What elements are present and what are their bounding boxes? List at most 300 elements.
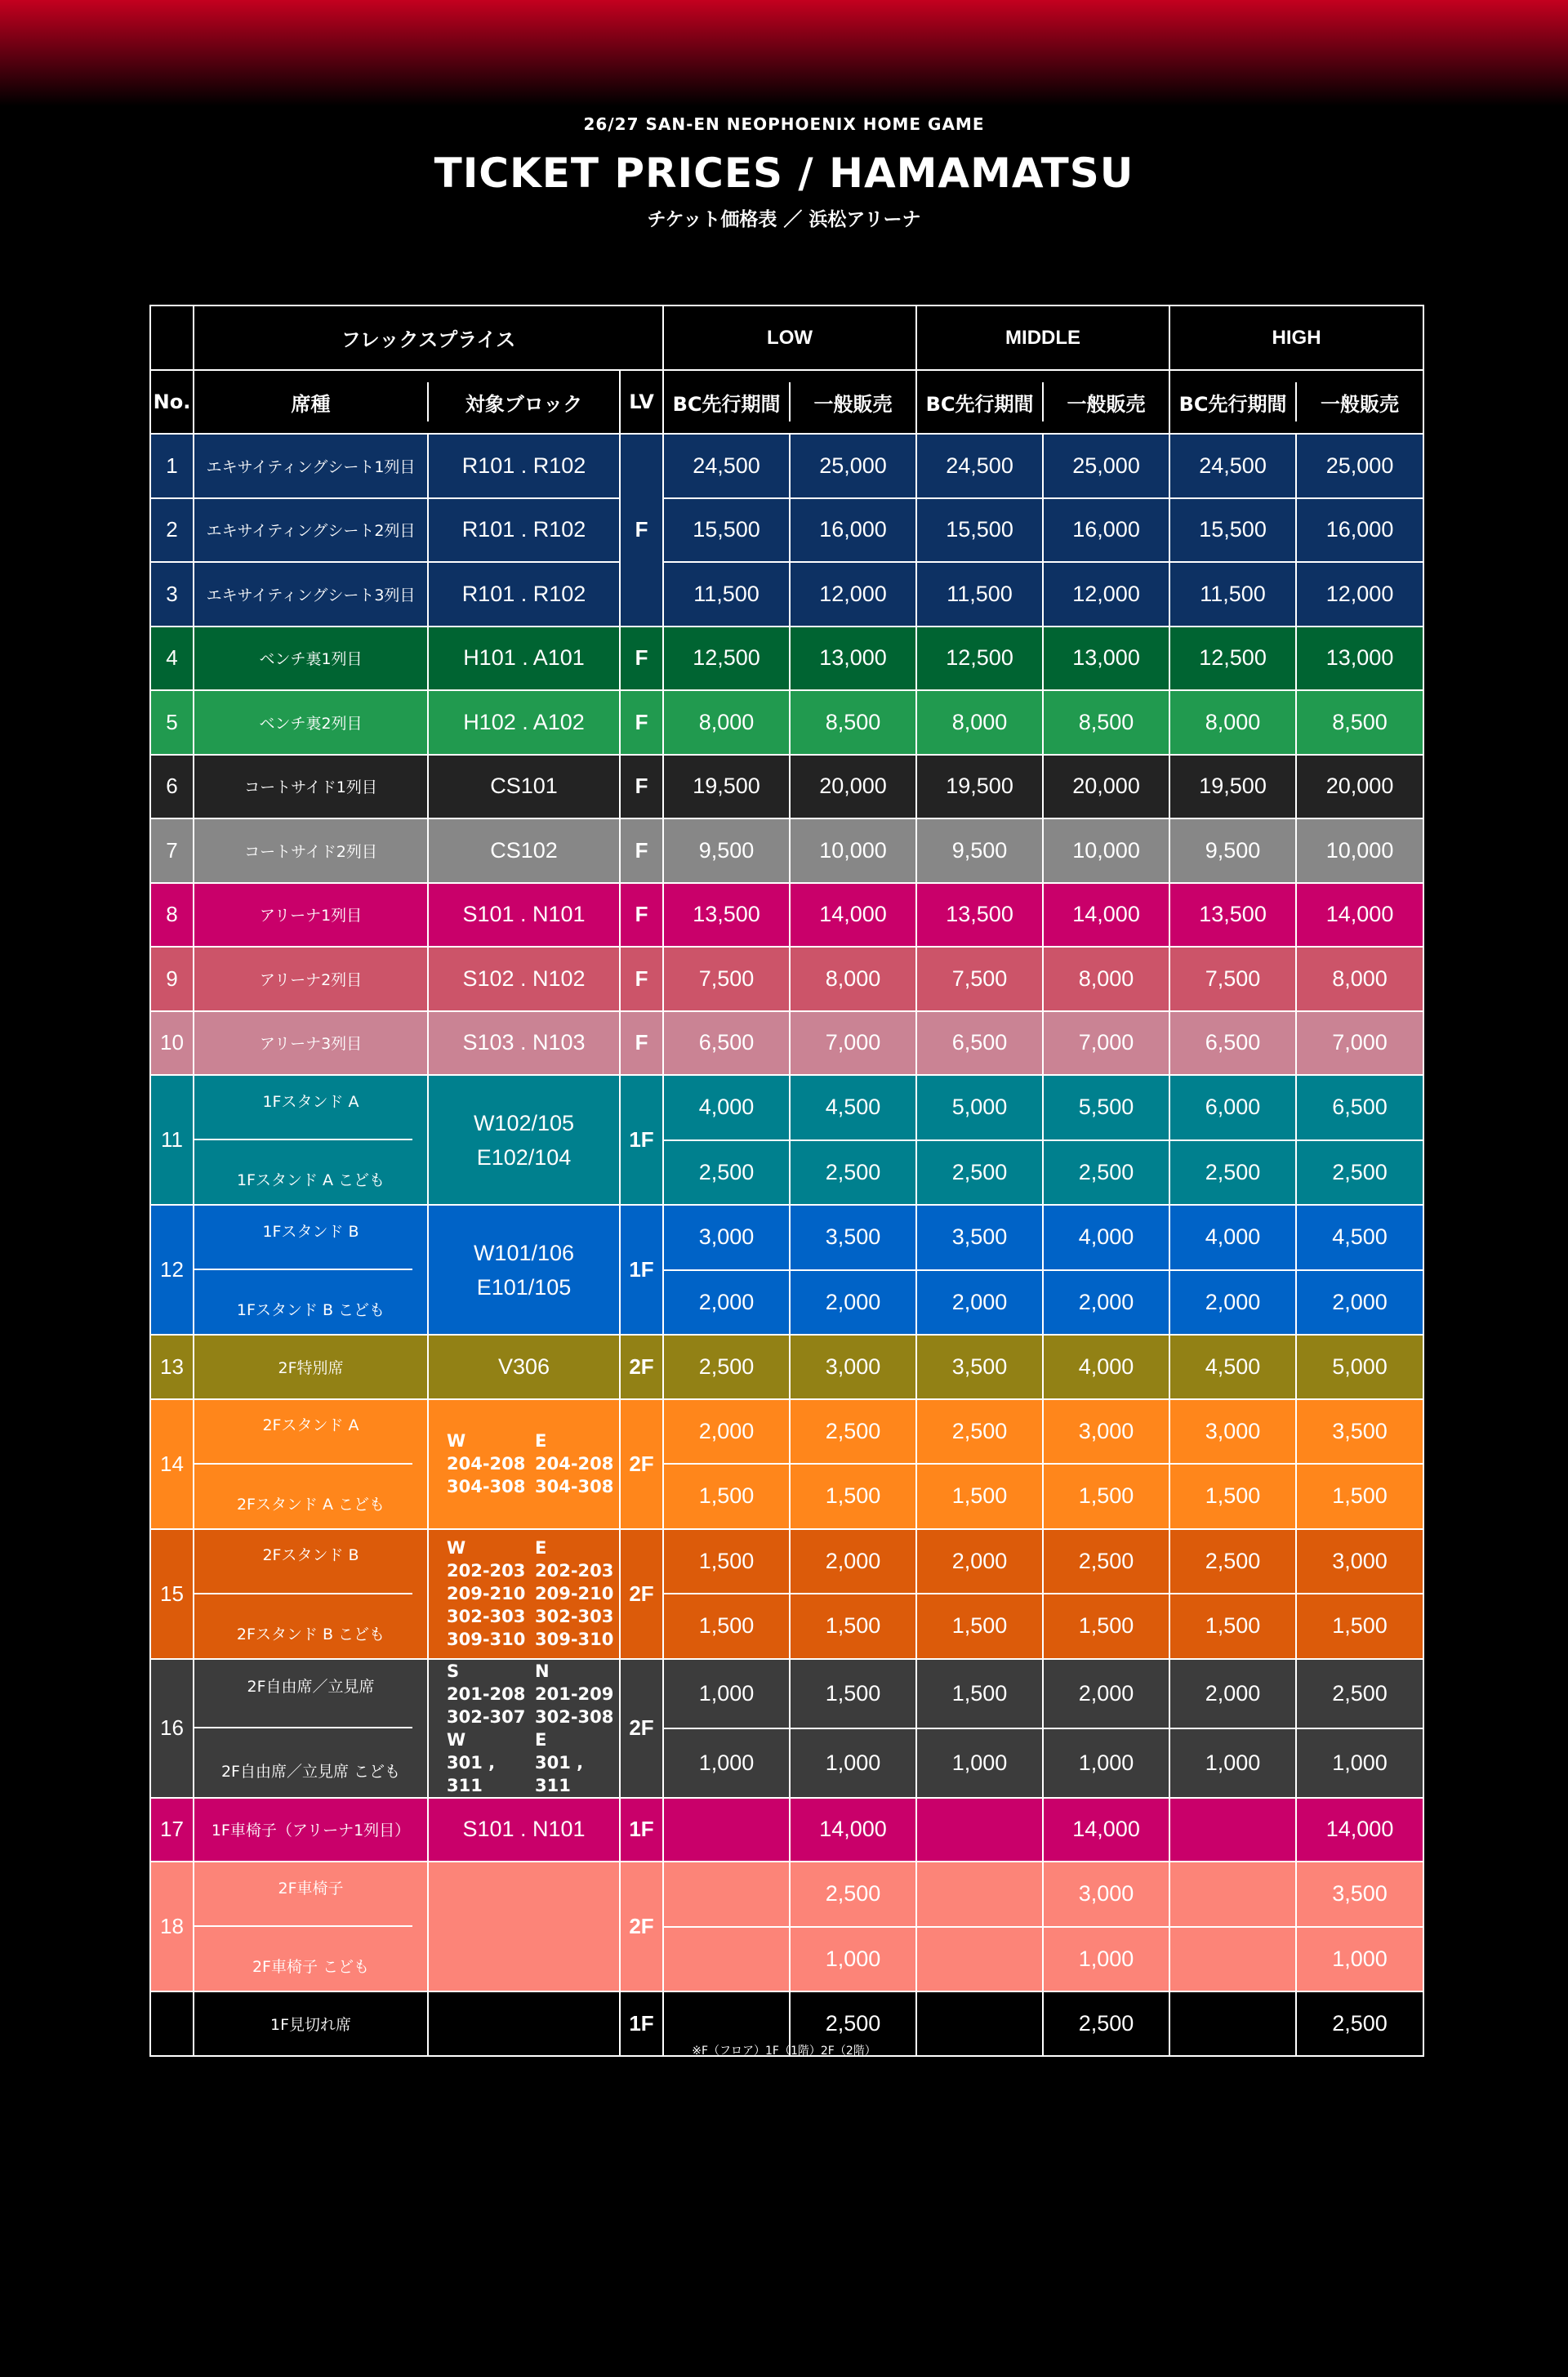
price-cell: 7,500 [663,947,790,1011]
price-cell-child [916,1927,1043,1992]
price-cell-child: 2,000 [1169,1270,1296,1336]
price-cell: 9,500 [916,818,1043,883]
target-block-item: 302-308 [535,1706,614,1727]
seat-type-stack [194,1660,427,1797]
target-block-item: 302-303 [447,1607,526,1626]
price-cell: 8,000 [1169,690,1296,755]
seat-type-adult: 2F車椅子 [278,1879,344,1898]
level: 1F [620,1205,663,1335]
seat-type-adult: 1Fスタンド B [262,1222,359,1241]
row-number: 7 [150,818,194,883]
target-block-item: W [447,1431,466,1451]
seat-type-adult: 2Fスタンド B [262,1546,359,1565]
seat-type: エキサイティングシート3列目 [194,562,428,627]
price-cell: 12,000 [1296,562,1423,627]
target-block-item: 304-308 [535,1477,614,1496]
price-cell: 2,000 [663,1399,790,1465]
price-cell: 12,000 [790,562,916,627]
price-cell-child: 1,500 [1296,1464,1423,1529]
row-number: 3 [150,562,194,627]
price-cell: 13,500 [663,883,790,948]
price-cell: 14,000 [790,1798,916,1862]
header-flex-price: フレックスプライス [194,305,663,370]
target-block-item: 301 , 311 [447,1752,496,1795]
price-cell: 14,000 [1043,1798,1169,1862]
price-cell [663,1862,790,1927]
price-cell: 6,500 [1296,1075,1423,1140]
price-cell: 2,000 [1169,1659,1296,1728]
target-block: CS102 [428,818,620,883]
price-cell: 8,500 [1043,690,1169,755]
price-cell: 12,500 [916,627,1043,691]
price-cell: 7,500 [916,947,1043,1011]
seat-type-adult: 2F自由席／立見席 [247,1678,375,1697]
level: 1F [620,1075,663,1205]
header-band-high: HIGH [1169,305,1423,370]
row-number: 15 [150,1529,194,1659]
header-empty-cell [150,305,194,370]
price-cell-child: 2,500 [1296,1140,1423,1206]
price-cell: 4,000 [1043,1335,1169,1399]
row-number: 11 [150,1075,194,1205]
table-row [150,690,1423,755]
price-cell: 2,500 [1043,1991,1169,2056]
seat-type: 1F見切れ席 [194,1991,428,2056]
price-cell: 13,500 [916,883,1043,948]
seat-type-adult: 1Fスタンド A [262,1092,359,1111]
price-cell-child: 1,000 [1296,1927,1423,1992]
table-row [150,498,1423,563]
target-block-item: 209-210 [447,1584,526,1603]
price-cell: 2,500 [1296,1659,1423,1728]
target-block [428,1862,620,1991]
seat-type: エキサイティングシート2列目 [194,498,428,563]
price-cell-child: 2,500 [790,1140,916,1206]
row-number: 5 [150,690,194,755]
price-cell: 7,000 [790,1011,916,1076]
seat-type: ベンチ裏2列目 [194,690,428,755]
price-cell: 19,500 [663,755,790,819]
level: 1F [620,1798,663,1862]
seat-type-stack [194,1530,427,1658]
price-cell: 7,000 [1043,1011,1169,1076]
price-cell-child: 1,500 [916,1464,1043,1529]
level: 1F [620,1991,663,2056]
target-block-item: 202-203 [535,1561,614,1581]
target-block-item: E [535,1538,547,1558]
header-block: 対象ブロック [428,370,620,434]
seat-type [194,1659,428,1798]
price-cell-child: 1,000 [1169,1728,1296,1798]
table-row [150,1075,1423,1140]
target-block [428,1659,620,1798]
seat-type-adult: 2Fスタンド A [262,1416,359,1435]
target-block [428,1075,620,1205]
level: F [620,947,663,1011]
row-number: 13 [150,1335,194,1399]
seat-type-stack [194,1862,427,1991]
price-cell: 4,000 [663,1075,790,1140]
row-number: 9 [150,947,194,1011]
row-number: 17 [150,1798,194,1862]
price-cell-child: 2,000 [1043,1270,1169,1336]
price-cell-child: 1,500 [790,1464,916,1529]
price-cell: 2,500 [663,1335,790,1399]
target-block-line: W102/105 [473,1110,575,1135]
row-number: 14 [150,1399,194,1529]
target-block: S101 . N101 [428,1798,620,1862]
price-cell: 13,000 [1043,627,1169,691]
target-block-grid [429,1660,619,1797]
page-title: TICKET PRICES / HAMAMATSU [434,149,1134,197]
table-row [150,1529,1423,1594]
price-cell: 9,500 [663,818,790,883]
header-low-general: 一般販売 [790,370,916,434]
seat-type: 1F車椅子（アリーナ1列目） [194,1798,428,1862]
level: 2F [620,1529,663,1659]
price-cell-child: 1,000 [1043,1927,1169,1992]
price-cell: 10,000 [1043,818,1169,883]
price-cell-child [663,1927,790,1992]
price-cell: 6,500 [663,1011,790,1076]
price-cell: 12,500 [1169,627,1296,691]
price-cell: 2,500 [1296,1991,1423,2056]
price-cell-child: 1,500 [1169,1464,1296,1529]
target-block-item: 302-303 [535,1607,614,1626]
seat-type [194,1075,428,1205]
target-block-item: 201-209 [535,1684,614,1704]
price-cell [1169,1798,1296,1862]
target-block-line: E101/105 [476,1274,572,1300]
seat-type-stack [194,1076,427,1204]
price-cell: 3,000 [1169,1399,1296,1465]
target-block: R101 . R102 [428,434,620,498]
price-cell: 5,000 [916,1075,1043,1140]
price-cell [916,1862,1043,1927]
price-cell-child: 2,000 [663,1270,790,1336]
price-cell: 1,500 [663,1529,790,1594]
price-cell-child: 2,500 [663,1140,790,1206]
price-cell-child: 1,000 [916,1728,1043,1798]
price-cell: 4,500 [790,1075,916,1140]
ticket-price-table [149,305,1424,2057]
seat-type-child: 1Fスタンド B こども [236,1301,385,1320]
price-cell: 14,000 [790,883,916,948]
price-cell-child: 2,000 [790,1270,916,1336]
price-cell-child [1169,1927,1296,1992]
price-cell-child: 2,000 [916,1270,1043,1336]
level: F [620,755,663,819]
price-cell: 8,000 [1296,947,1423,1011]
header-high-general: 一般販売 [1296,370,1423,434]
target-block: V306 [428,1335,620,1399]
header-high-bc: BC先行期間 [1169,370,1296,434]
target-block: R101 . R102 [428,562,620,627]
price-cell: 16,000 [790,498,916,563]
price-cell: 16,000 [1296,498,1423,563]
price-cell-child: 1,000 [790,1728,916,1798]
seat-divider [194,1593,412,1594]
target-block-grid [429,1429,619,1498]
price-cell: 25,000 [790,434,916,498]
price-cell: 7,000 [1296,1011,1423,1076]
price-cell-child: 1,500 [1169,1594,1296,1659]
price-cell: 10,000 [790,818,916,883]
target-block-item: N [535,1661,550,1681]
target-block: S103 . N103 [428,1011,620,1076]
price-cell-child: 2,500 [1169,1140,1296,1206]
price-cell: 24,500 [663,434,790,498]
seat-type: アリーナ3列目 [194,1011,428,1076]
price-cell: 3,000 [1043,1862,1169,1927]
price-cell: 13,000 [790,627,916,691]
price-cell-child: 1,500 [1043,1594,1169,1659]
target-block-item: E [535,1431,547,1451]
row-number: 12 [150,1205,194,1335]
target-block-item: W [447,1729,466,1750]
target-block [428,1399,620,1529]
page-subtitle-jp: チケット価格表 ／ 浜松アリーナ [647,209,921,230]
price-cell: 2,500 [790,1399,916,1465]
level: F [620,818,663,883]
price-cell: 11,500 [663,562,790,627]
price-cell: 3,500 [1296,1399,1423,1465]
price-cell: 5,000 [1296,1335,1423,1399]
target-block-line: E102/104 [476,1144,572,1170]
price-cell: 4,000 [1169,1205,1296,1270]
table-row [150,1335,1423,1399]
seat-divider [194,1269,412,1270]
price-cell: 11,500 [916,562,1043,627]
price-cell: 8,000 [1043,947,1169,1011]
seat-type-child: 2F車椅子 こども [252,1958,370,1977]
target-block: CS101 [428,755,620,819]
price-cell: 3,000 [1296,1529,1423,1594]
header-low-bc: BC先行期間 [663,370,790,434]
event-subtitle: 26/27 SAN-EN NEOPHOENIX HOME GAME [583,114,985,134]
price-cell [916,1798,1043,1862]
price-cell: 2,000 [1043,1659,1169,1728]
seat-type: コートサイド1列目 [194,755,428,819]
table-row [150,627,1423,691]
price-cell: 2,500 [916,1399,1043,1465]
price-cell: 3,500 [1296,1862,1423,1927]
table-row [150,1659,1423,1728]
table-row [150,1011,1423,1076]
header-row-columns [150,370,1423,434]
price-cell: 3,500 [916,1205,1043,1270]
price-cell: 2,000 [790,1529,916,1594]
price-cell: 6,000 [1169,1075,1296,1140]
target-block: H101 . A101 [428,627,620,691]
price-cell-child: 1,000 [1043,1728,1169,1798]
price-cell-child: 1,500 [663,1594,790,1659]
seat-type: アリーナ1列目 [194,883,428,948]
level: 2F [620,1399,663,1529]
seat-type: コートサイド2列目 [194,818,428,883]
seat-divider [194,1463,412,1465]
price-cell: 6,500 [916,1011,1043,1076]
seat-type [194,1529,428,1659]
price-cell-child: 1,500 [663,1464,790,1529]
target-block-item: E [535,1729,547,1750]
price-cell: 20,000 [1296,755,1423,819]
price-cell [663,1798,790,1862]
price-cell-child: 1,500 [790,1594,916,1659]
price-cell: 13,500 [1169,883,1296,948]
target-block-item: 301 , 311 [535,1752,584,1795]
target-block-line: W101/106 [473,1240,575,1265]
level: 2F [620,1659,663,1798]
seat-type-child: 1Fスタンド A こども [236,1171,385,1190]
price-cell-child: 1,000 [1296,1728,1423,1798]
row-number: 8 [150,883,194,948]
table-row [150,562,1423,627]
price-cell: 14,000 [1296,883,1423,948]
table-row [150,1862,1423,1927]
target-block: H102 . A102 [428,690,620,755]
price-cell: 2,500 [790,1991,916,2056]
price-cell: 4,500 [1296,1205,1423,1270]
target-block [428,1529,620,1659]
price-cell-child: 2,000 [1296,1270,1423,1336]
price-cell: 7,500 [1169,947,1296,1011]
target-block-item: 304-308 [447,1477,526,1496]
price-cell: 15,500 [1169,498,1296,563]
seat-type [194,1205,428,1335]
level: F [620,883,663,948]
price-cell-child: 1,000 [663,1728,790,1798]
header-no: No. [150,370,194,434]
price-cell: 3,500 [790,1205,916,1270]
table-row [150,1205,1423,1270]
price-cell: 3,000 [790,1335,916,1399]
price-cell: 12,500 [663,627,790,691]
price-cell: 20,000 [1043,755,1169,819]
seat-divider [194,1925,412,1927]
table-row [150,818,1423,883]
seat-type-child: 2F自由席／立見席 こども [220,1762,401,1781]
price-cell: 16,000 [1043,498,1169,563]
price-cell [1169,1862,1296,1927]
price-cell: 11,500 [1169,562,1296,627]
row-number: 1 [150,434,194,498]
price-cell: 8,500 [790,690,916,755]
price-cell: 1,000 [663,1659,790,1728]
table-row [150,883,1423,948]
row-number: 6 [150,755,194,819]
seat-type-child: 2Fスタンド A こども [236,1495,385,1514]
price-cell: 19,500 [1169,755,1296,819]
seat-type [194,1399,428,1529]
header-lv: LV [620,370,663,434]
price-cell: 3,000 [663,1205,790,1270]
row-number: 4 [150,627,194,691]
target-block-lines [429,1236,619,1304]
price-cell: 1,500 [916,1659,1043,1728]
target-block-item: S [447,1661,460,1681]
seat-type: 2F特別席 [194,1335,428,1399]
target-block-item: 302-307 [447,1706,526,1727]
price-cell: 3,000 [1043,1399,1169,1465]
level: F [620,1011,663,1076]
price-cell: 2,000 [916,1529,1043,1594]
price-cell-child: 2,500 [1043,1140,1169,1206]
seat-type: エキサイティングシート1列目 [194,434,428,498]
seat-type: アリーナ2列目 [194,947,428,1011]
price-cell: 8,000 [790,947,916,1011]
target-block-item: 201-208 [447,1684,526,1704]
price-cell: 15,500 [663,498,790,563]
target-block: S102 . N102 [428,947,620,1011]
price-cell: 2,500 [790,1862,916,1927]
price-cell: 19,500 [916,755,1043,819]
row-number: 16 [150,1659,194,1798]
price-cell: 24,500 [1169,434,1296,498]
target-block-item: 309-310 [535,1630,614,1649]
seat-divider [194,1139,412,1140]
price-cell-child: 2,500 [916,1140,1043,1206]
header-band-low: LOW [663,305,916,370]
price-cell: 5,500 [1043,1075,1169,1140]
level: 2F [620,1862,663,1991]
target-block-grid [429,1536,619,1651]
level: F [620,434,663,627]
price-cell: 14,000 [1043,883,1169,948]
seat-type-stack [194,1400,427,1528]
price-cell: 4,000 [1043,1205,1169,1270]
price-cell: 13,000 [1296,627,1423,691]
level: 2F [620,1335,663,1399]
header-middle-bc: BC先行期間 [916,370,1043,434]
header-seat: 席種 [194,370,428,434]
target-block-item: 309-310 [447,1630,526,1649]
row-number: 10 [150,1011,194,1076]
price-cell-child: 1,000 [790,1927,916,1992]
header-middle-general: 一般販売 [1043,370,1169,434]
target-block: R101 . R102 [428,498,620,563]
target-block [428,1205,620,1335]
target-block-item: 202-203 [447,1561,526,1581]
level: F [620,627,663,691]
target-block-item: W [447,1538,466,1558]
seat-type-child: 2Fスタンド B こども [236,1625,385,1643]
table-row [150,1399,1423,1465]
seat-type [194,1862,428,1991]
target-block-item: 209-210 [535,1584,614,1603]
target-block-item: 204-208 [535,1454,614,1474]
price-cell: 4,500 [1169,1335,1296,1399]
price-cell: 9,500 [1169,818,1296,883]
table-row [150,947,1423,1011]
price-cell: 14,000 [1296,1798,1423,1862]
table-row [150,1798,1423,1862]
price-cell: 2,500 [1169,1529,1296,1594]
price-cell: 20,000 [790,755,916,819]
row-number: 18 [150,1862,194,1991]
price-cell-child: 1,500 [1043,1464,1169,1529]
price-cell: 10,000 [1296,818,1423,883]
price-cell: 15,500 [916,498,1043,563]
seat-divider [194,1727,412,1728]
price-cell-child: 1,500 [1296,1594,1423,1659]
target-block: S101 . N101 [428,883,620,948]
price-cell: 2,500 [1043,1529,1169,1594]
price-cell: 3,500 [916,1335,1043,1399]
price-cell: 24,500 [916,434,1043,498]
footnote: ※F（フロア）1F（1階）2F（2階） [692,2045,876,2058]
seat-type-stack [194,1206,427,1334]
